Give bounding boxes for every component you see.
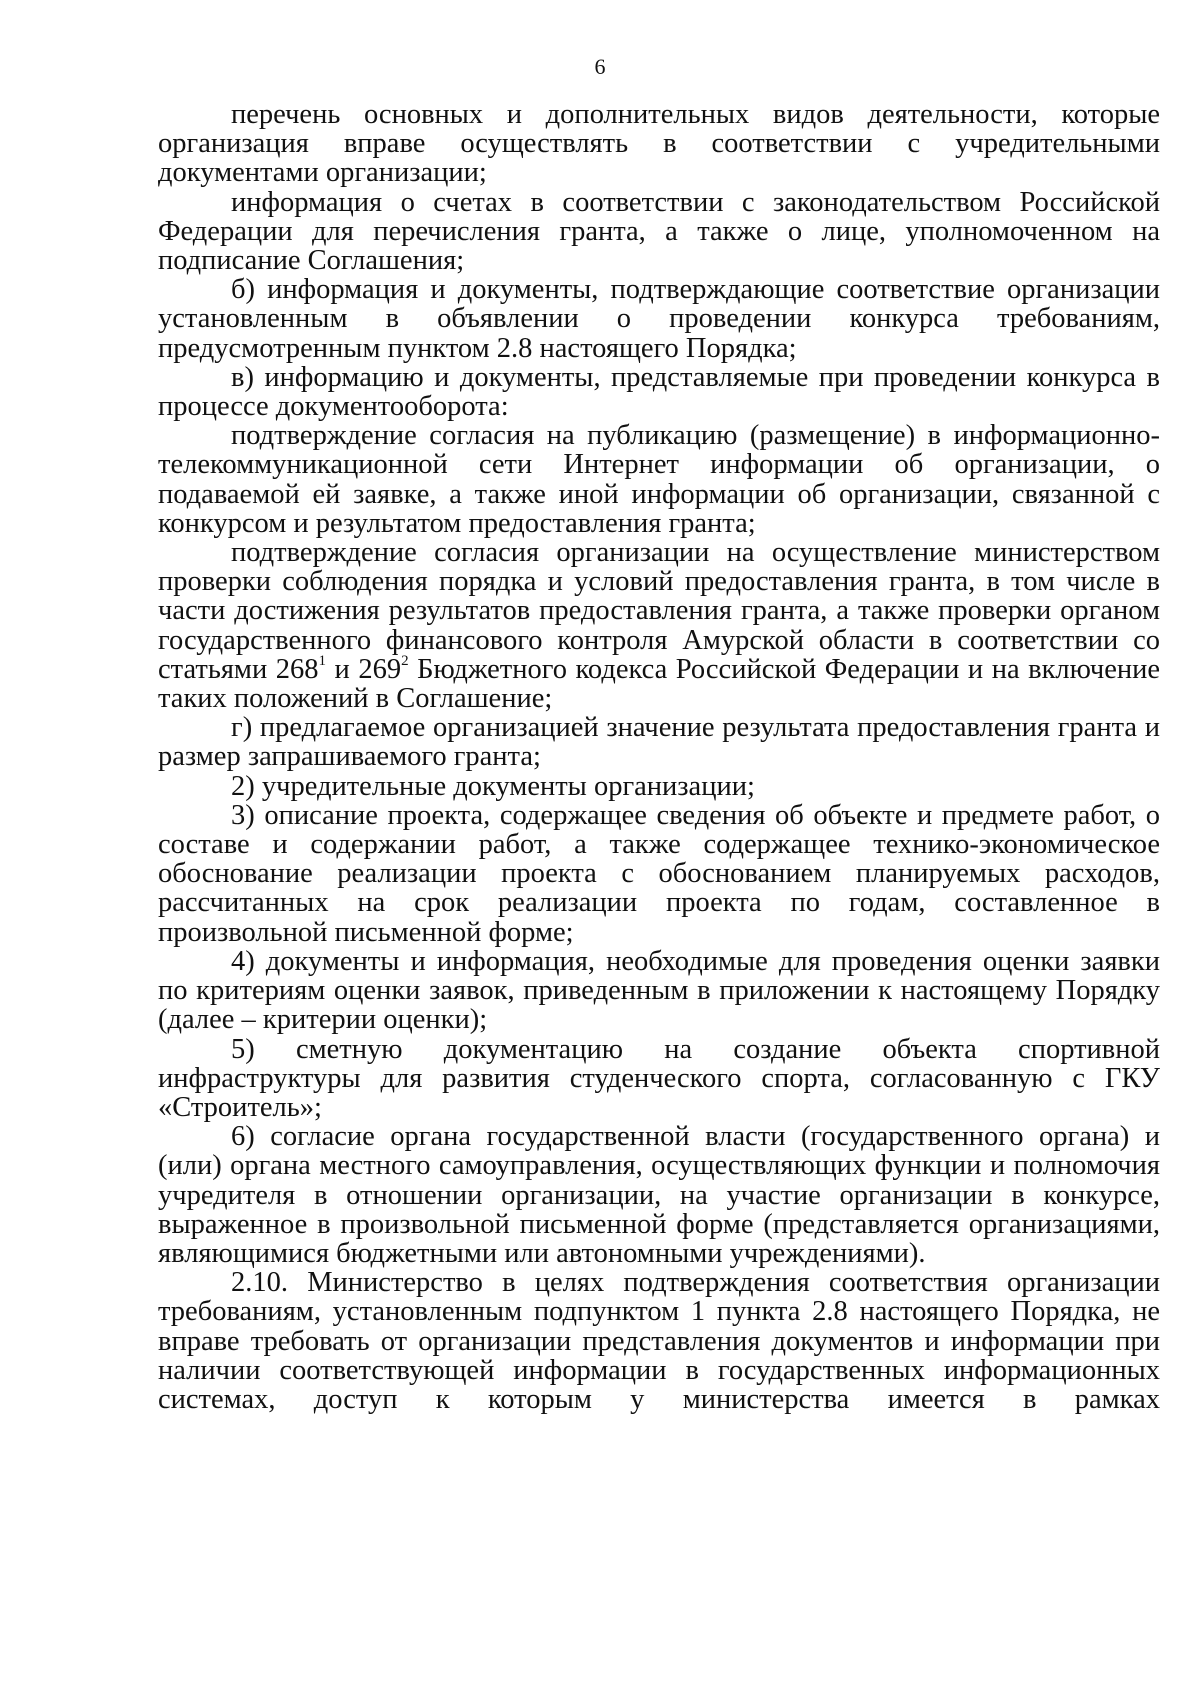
paragraph-item-3: 3) описание проекта, содержащее сведения об объекте и предмете работ, о составе и содержании работ, а также содержащее технико-экономическое обоснование реализации проекта с обоснованием планируемых расходов, рассчитанных на срок реализации проекта по годам, составленное в произвольной письменной форме; bbox=[158, 799, 1160, 948]
paragraph-item-g: г) предлагаемое организацией значение результата предоставления гранта и размер запрашиваемого гранта; bbox=[158, 712, 1160, 773]
statute-text-part3: Бюджетного кодекса Российской Федерации и на включение таких положений в Соглашение; bbox=[158, 653, 1160, 715]
statute-text-part1: подтверждение согласия организации на осуществление министерством проверки соблюдения порядка и условий предоставления гранта, в том числе в части достижения результатов предоставления гранта, а также проверки органом государственного финансового контроля Амурской области в соответствии со статьями 268 bbox=[158, 537, 1160, 685]
paragraph-bank-accounts: информация о счетах в соответствии с законодательством Российской Федерации для перечисления гранта, а также о лице, уполномоченном на подписание Соглашения; bbox=[158, 186, 1160, 277]
statute-superscript-2: 2 bbox=[401, 653, 409, 670]
paragraph-item-b: б) информация и документы, подтверждающие соответствие организации установленным в объявлении о проведении конкурса требованиям, предусмотренным пунктом 2.8 настоящего Порядка; bbox=[158, 274, 1160, 364]
statute-text-part2: и 269 bbox=[326, 653, 402, 685]
statute-superscript-1: 1 bbox=[318, 653, 326, 670]
paragraph-item-4: 4) документы и информация, необходимые для проведения оценки заявки по критериям оценки заявок, приведенным в приложении к настоящему Порядку (далее – критерии оценки); bbox=[158, 945, 1160, 1036]
paragraph-inspection-consent bbox=[158, 538, 1160, 713]
paragraph-section-2-10: 2.10. Министерство в целях подтверждения соответствия организации требованиям, установленным подпунктом 1 пункта 2.8 настоящего Порядка, не вправе требовать от организации представления документов и информации при наличии соответствующей информации в государственных информационных системах, доступ к которым у министерства имеется в рамках bbox=[158, 1267, 1160, 1415]
paragraph-item-v: в) информацию и документы, представляемые при проведении конкурса в процессе документооборота: bbox=[158, 361, 1160, 423]
paragraph-activities-list: перечень основных и дополнительных видов деятельности, которые организация вправе осуществлять в соответствии с учредительными документами организации; bbox=[158, 99, 1160, 189]
paragraph-item-2: 2) учредительные документы организации; bbox=[231, 770, 755, 802]
page-number: 6 bbox=[594, 54, 606, 79]
paragraph-item-5: 5) сметную документацию на создание объекта спортивной инфраструктуры для развития студенческого спорта, согласованную с ГКУ «Строитель»; bbox=[158, 1033, 1160, 1123]
paragraph-publication-consent: подтверждение согласия на публикацию (размещение) в информационно-телекоммуникационной сети Интернет информации об организации, о подаваемой ей заявке, а также иной информации об организации, связанной с конкурсом и результатом предоставления гранта; bbox=[158, 420, 1160, 539]
paragraph-item-6: 6) согласие органа государственной власти (государственного органа) и (или) органа местного самоуправления, осуществляющих функции и полномочия учредителя в отношении организации, на участие организации в конкурсе, выраженное в произвольной письменной форме (представляется организациями, являющимися бюджетными или автономными учреждениями). bbox=[158, 1121, 1160, 1269]
document-body bbox=[158, 100, 1160, 1414]
